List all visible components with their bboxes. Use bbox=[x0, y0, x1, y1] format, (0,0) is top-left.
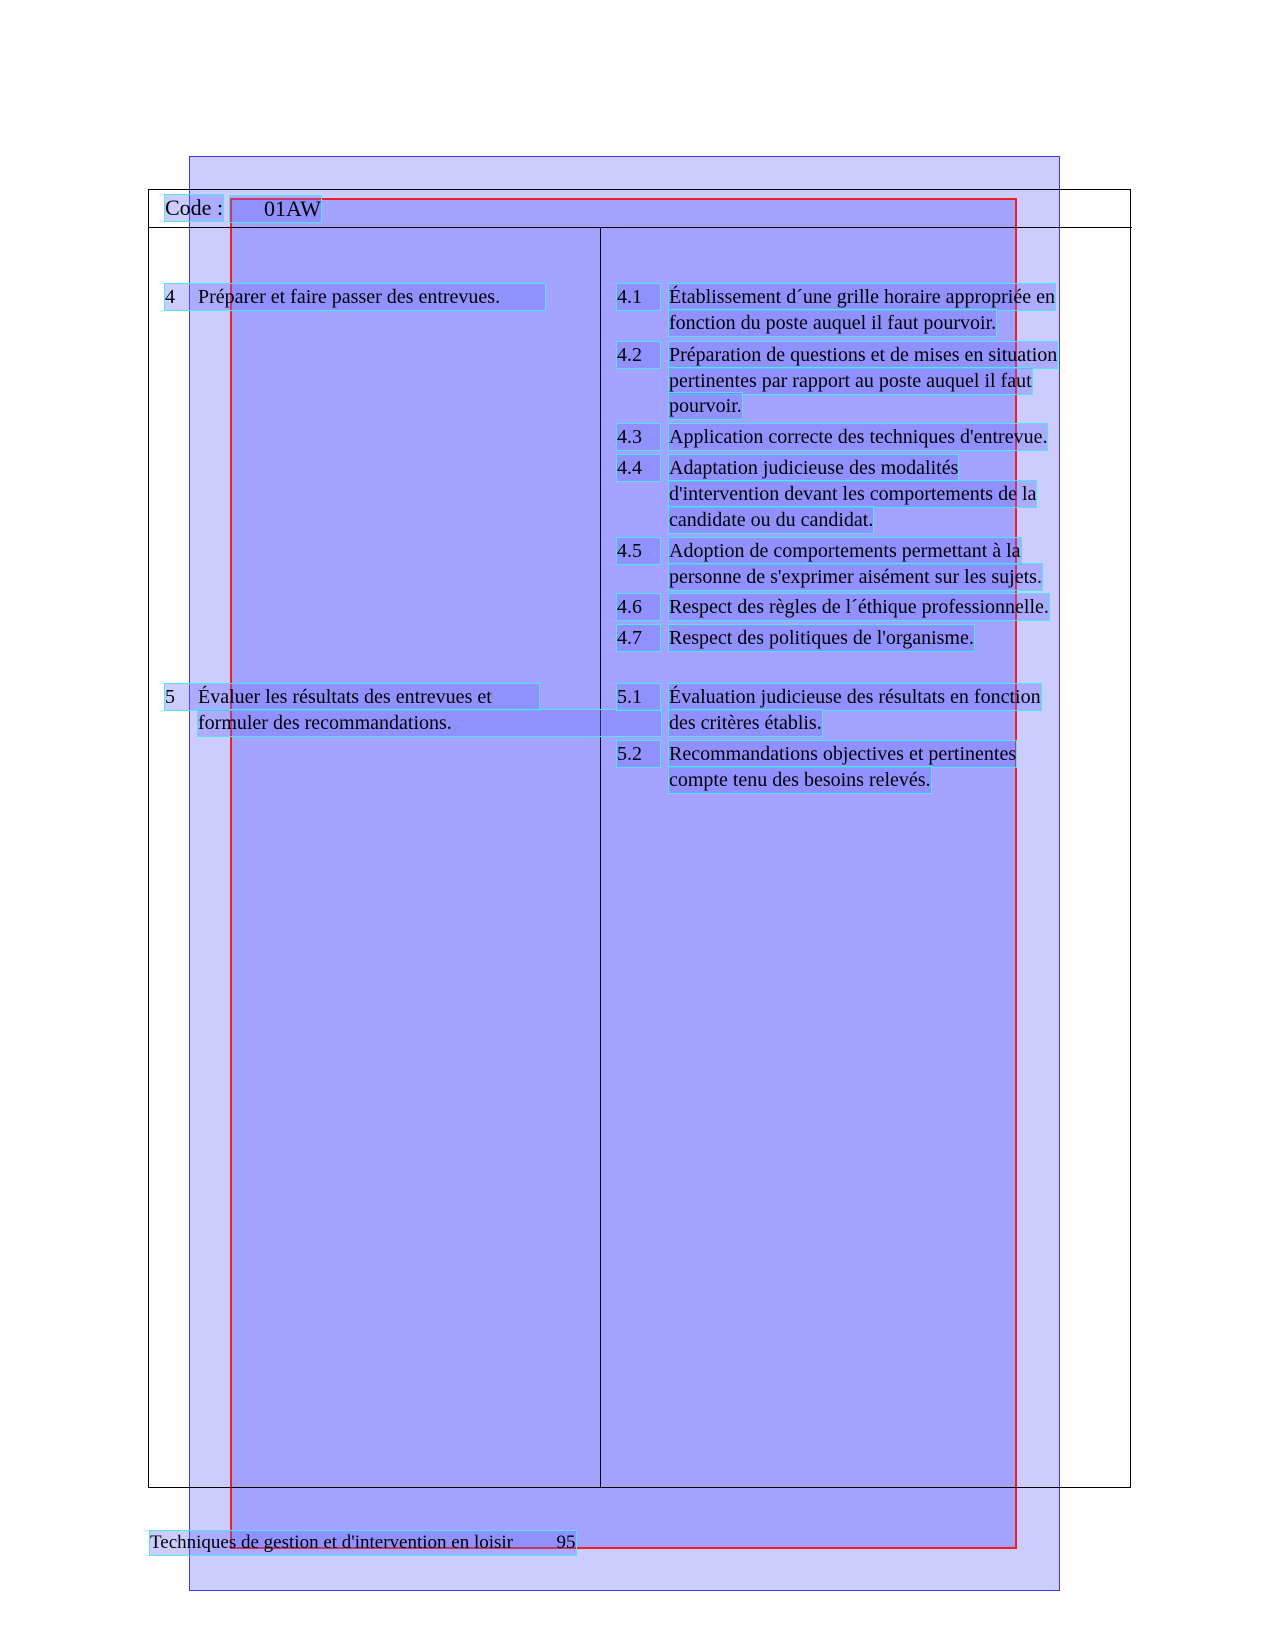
criterion-line: candidate ou du candidat. bbox=[669, 509, 874, 531]
column-divider bbox=[600, 228, 601, 1488]
criterion-number: 4.3 bbox=[617, 424, 660, 450]
criterion-line: Respect des règles de l´éthique professionnelle. bbox=[669, 596, 1049, 618]
element-statement: Évaluer les résultats des entrevues et bbox=[198, 686, 492, 708]
footer-program-title: Techniques de gestion et d'intervention en loisir bbox=[150, 1532, 514, 1553]
criterion-number: 4.4 bbox=[617, 455, 660, 481]
criterion-line: compte tenu des besoins relevés. bbox=[669, 769, 931, 791]
criterion-line: pertinentes par rapport au poste auquel il faut bbox=[669, 370, 1032, 392]
code-value: 01AW bbox=[230, 196, 321, 222]
element-number: 4 bbox=[165, 286, 175, 308]
code-label: Code : bbox=[165, 195, 224, 220]
criterion-line: d'intervention devant les comportements de la bbox=[669, 483, 1037, 505]
criterion-line: personne de s'exprimer aisément sur les sujets. bbox=[669, 566, 1042, 588]
criterion-line: Adoption de comportements permettant à la bbox=[669, 540, 1021, 562]
criterion-line: des critères établis. bbox=[669, 712, 822, 734]
element-4-row bbox=[165, 284, 545, 310]
criterion-line: Évaluation judicieuse des résultats en fonction bbox=[669, 686, 1041, 708]
criterion-line: Recommandations objectives et pertinentes bbox=[669, 743, 1017, 765]
element-number: 5 bbox=[165, 686, 175, 708]
criterion-line: Respect des politiques de l'organisme. bbox=[669, 627, 974, 649]
criterion-number: 4.1 bbox=[617, 284, 660, 310]
criterion-line: fonction du poste auquel il faut pourvoir. bbox=[669, 312, 997, 334]
page-footer bbox=[150, 1531, 576, 1555]
criterion-number: 4.2 bbox=[617, 342, 660, 368]
element-5-row bbox=[165, 684, 539, 710]
criterion-line: pourvoir. bbox=[669, 395, 742, 417]
criterion-line: Établissement d´une grille horaire appropriée en bbox=[669, 286, 1055, 308]
element-statement-line: formuler des recommandations. bbox=[198, 710, 661, 736]
criterion-number: 5.1 bbox=[617, 684, 660, 710]
criterion-number: 4.7 bbox=[617, 625, 660, 651]
element-statement: Préparer et faire passer des entrevues. bbox=[198, 286, 501, 308]
criterion-line: Préparation de questions et de mises en situation bbox=[669, 344, 1058, 366]
header-divider bbox=[148, 227, 1132, 228]
page-number: 95 bbox=[556, 1532, 576, 1553]
criterion-number: 4.5 bbox=[617, 538, 660, 564]
criterion-line: Adaptation judicieuse des modalités bbox=[669, 457, 959, 479]
criterion-line: Application correcte des techniques d'entrevue. bbox=[669, 426, 1048, 448]
criterion-number: 4.6 bbox=[617, 594, 660, 620]
criterion-number: 5.2 bbox=[617, 741, 660, 767]
